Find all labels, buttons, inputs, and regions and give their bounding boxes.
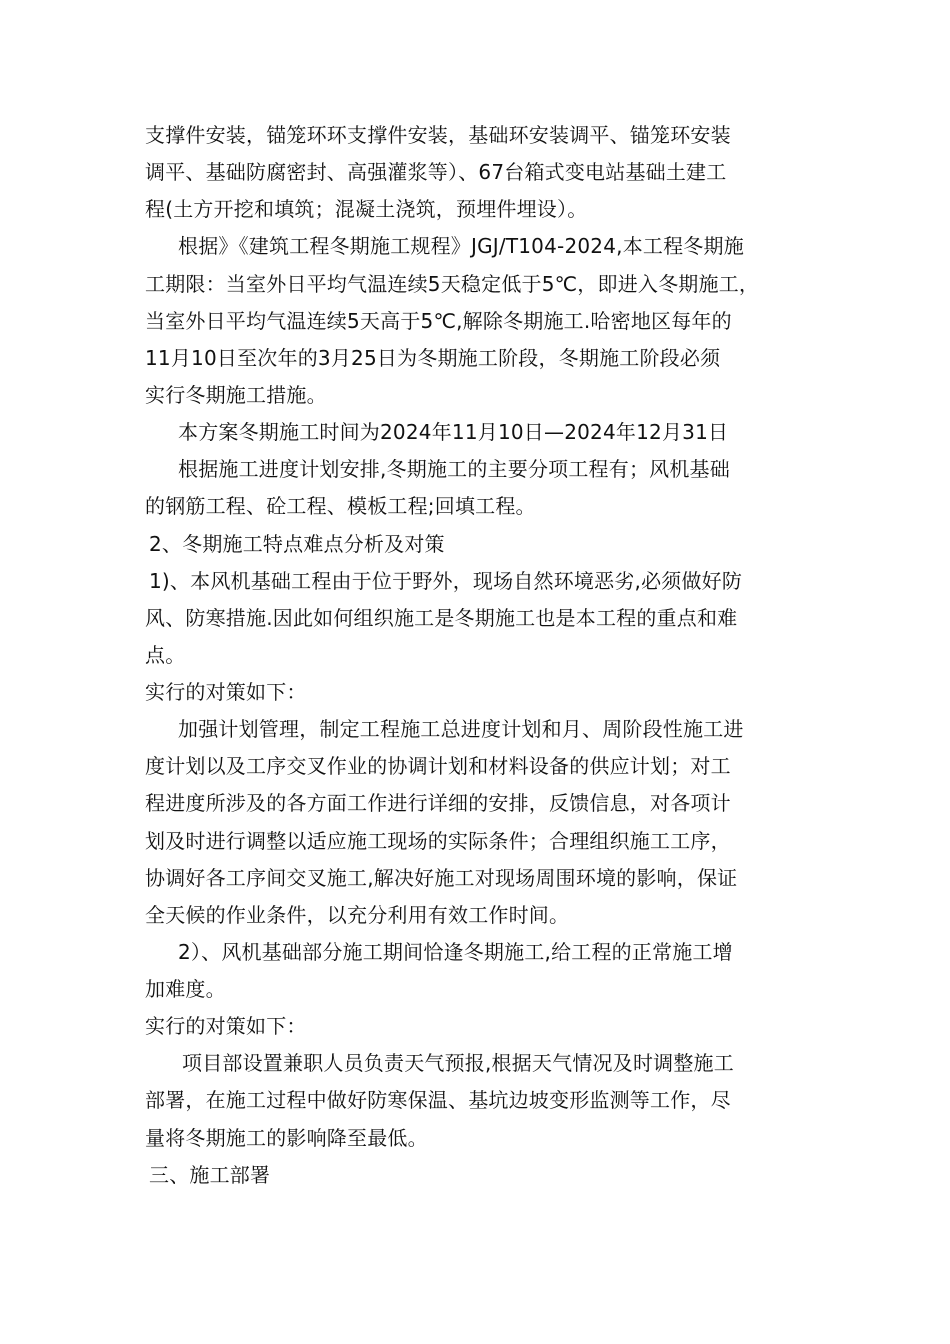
paragraph-line: 实行冬期施工措施。 xyxy=(145,383,327,407)
paragraph-line: 调平、基础防腐密封、高强灌浆等）、67台箱式变电站基础土建工 xyxy=(145,160,727,184)
paragraph-line: 支撑件安装，锚笼环环支撑件安装，基础环安装调平、锚笼环安装 xyxy=(145,123,731,147)
section-heading: 2、冬期施工特点难点分析及对策 xyxy=(149,532,445,556)
paragraph-line: 项目部设置兼职人员负责天气预报,根据天气情况及时调整施工 xyxy=(182,1051,734,1075)
paragraph-line: 程(土方开挖和填筑；混凝土浇筑，预埋件埋设）。 xyxy=(145,197,588,221)
paragraph-line: 风、防寒措施.因此如何组织施工是冬期施工也是本工程的重点和难 xyxy=(145,606,738,630)
paragraph-line: 点。 xyxy=(145,643,186,667)
paragraph-line: 实行的对策如下： xyxy=(145,680,307,704)
paragraph-line: 全天候的作业条件，以充分利用有效工作时间。 xyxy=(145,903,570,927)
paragraph-line: 根据施工进度计划安排,冬期施工的主要分项工程有；风机基础 xyxy=(178,457,730,481)
paragraph-line: 的钢筋工程、砼工程、模板工程;回填工程。 xyxy=(145,494,536,518)
paragraph-line: 量将冬期施工的影响降至最低。 xyxy=(145,1126,428,1150)
paragraph-line: 程进度所涉及的各方面工作进行详细的安排，反馈信息，对各项计 xyxy=(145,791,731,815)
paragraph-line: 本方案冬期施工时间为2024年11月10日—2024年12月31日 xyxy=(178,420,729,444)
paragraph-line: 划及时进行调整以适应施工现场的实际条件；合理组织施工工序， xyxy=(145,829,731,853)
paragraph-line: 11月10日至次年的3月25日为冬期施工阶段，冬期施工阶段必须 xyxy=(145,346,721,370)
paragraph-line: 1)、本风机基础工程由于位于野外，现场自然环境恶劣,必须做好防 xyxy=(149,569,743,593)
paragraph-line: 部署，在施工过程中做好防寒保温、基坑边坡变形监测等工作，尽 xyxy=(145,1088,731,1112)
paragraph-line: 加难度。 xyxy=(145,977,226,1001)
paragraph-line: 度计划以及工序交叉作业的协调计划和材料设备的供应计划；对工 xyxy=(145,754,731,778)
paragraph-line: 当室外日平均气温连续5天高于5℃,解除冬期施工.哈密地区每年的 xyxy=(145,309,732,333)
paragraph-line: 加强计划管理，制定工程施工总进度计划和月、周阶段性施工进 xyxy=(178,717,744,741)
paragraph-line: 2）、风机基础部分施工期间恰逢冬期施工,给工程的正常施工增 xyxy=(178,940,733,964)
paragraph-line: 工期限：当室外日平均气温连续5天稳定低于5℃，即进入冬期施工， xyxy=(145,272,760,296)
paragraph-line: 协调好各工序间交叉施工,解决好施工对现场周围环境的影响，保证 xyxy=(145,866,738,890)
section-heading: 三、施工部署 xyxy=(149,1163,271,1187)
paragraph-line: 根据》《建筑工程冬期施工规程》JGJ/T104-2024,本工程冬期施 xyxy=(178,234,744,258)
paragraph-line: 实行的对策如下： xyxy=(145,1014,307,1038)
